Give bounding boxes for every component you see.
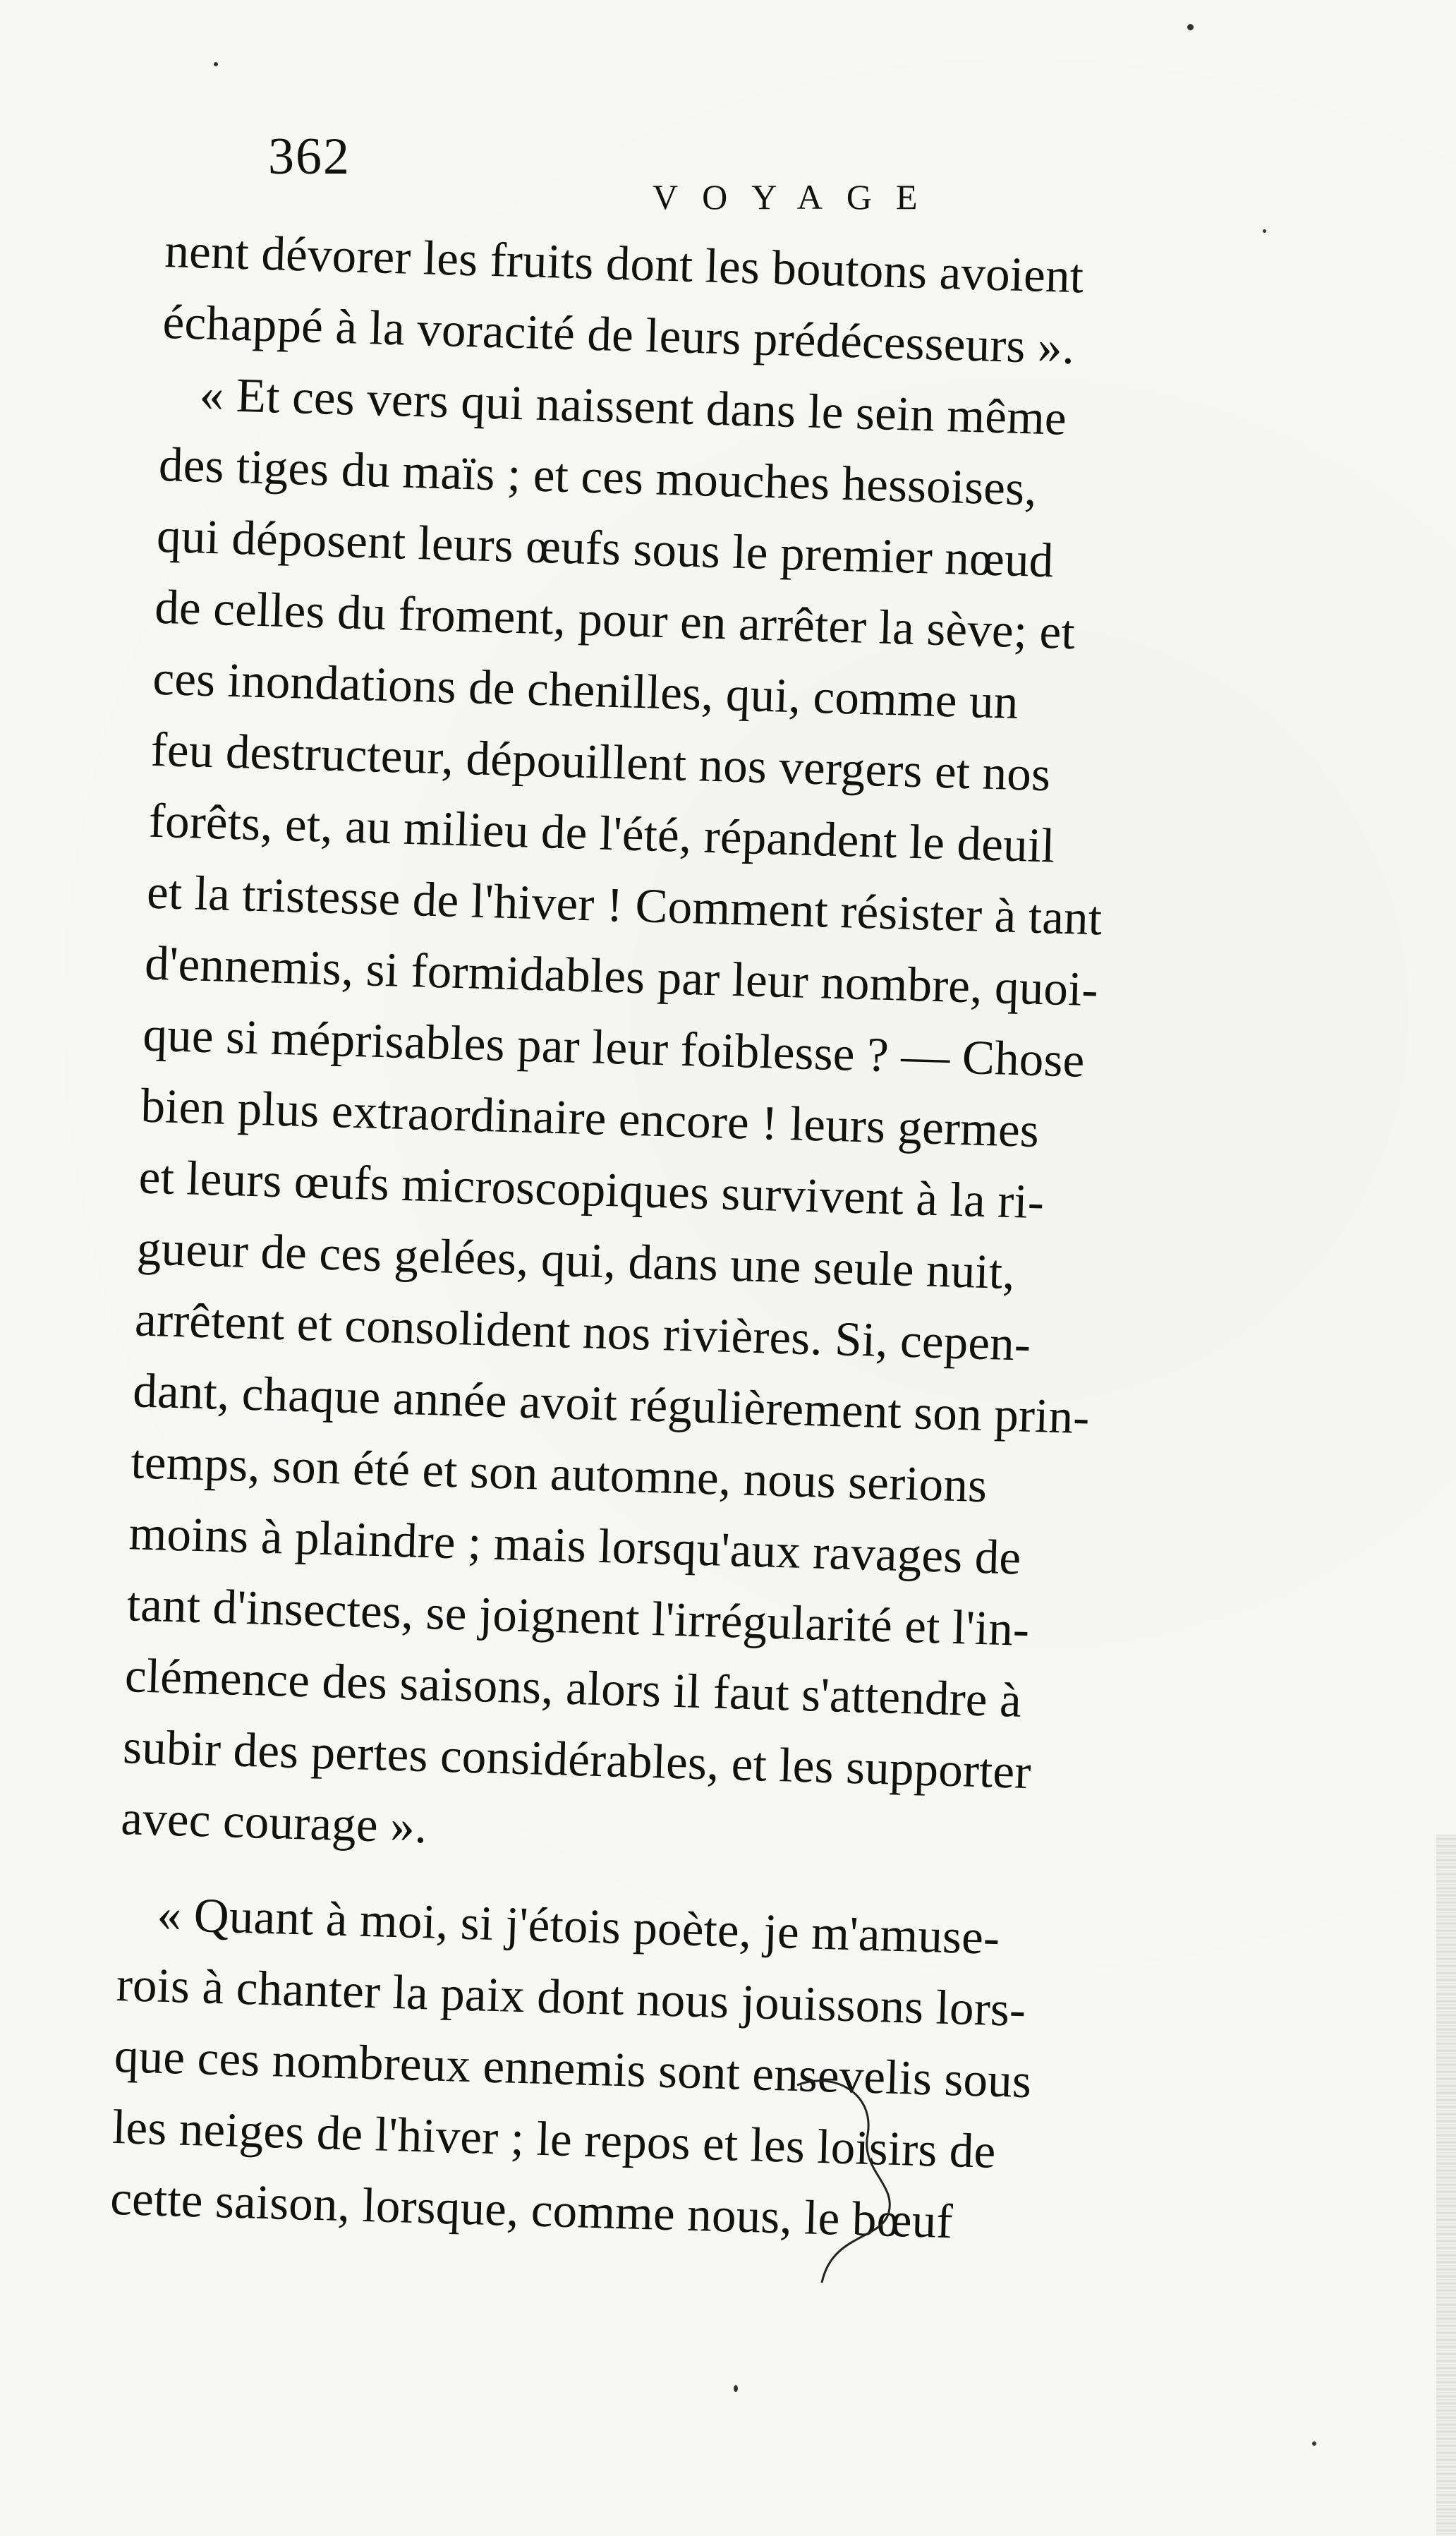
text-line: moins à plaindre ; mais lorsqu'aux ravages de bbox=[128, 1506, 1022, 1585]
text-line: échappé à la voracité de leurs prédécesseurs ». bbox=[162, 294, 1076, 375]
running-head: VOYAGE bbox=[653, 177, 942, 217]
text-line: rois à chanter la paix dont nous jouissons lors- bbox=[115, 1957, 1027, 2037]
text-line: « Quant à moi, si j'étois poète, je m'amuse- bbox=[156, 1887, 1001, 1964]
text-line: cette saison, lorsque, comme nous, le bœuf bbox=[109, 2170, 954, 2249]
page-header bbox=[268, 120, 1361, 219]
text-line: avec courage ». bbox=[120, 1791, 428, 1854]
text-line: les neiges de l'hiver ; le repos et les loisirs de bbox=[111, 2099, 997, 2178]
text-line: et la tristesse de l'hiver ! Comment résister à tant bbox=[146, 864, 1103, 946]
text-line: de celles du froment, pour en arrêter la sève; et bbox=[154, 579, 1076, 660]
text-line: bien plus extraordinaire encore ! leurs germes bbox=[140, 1078, 1041, 1158]
text-line: et leurs œufs microscopiques survivent à la ri- bbox=[138, 1149, 1045, 1229]
text-line: dant, chaque année avoit régulièrement son prin- bbox=[132, 1363, 1091, 1444]
text-line: subir des pertes considérables, et les supporter bbox=[122, 1720, 1032, 1799]
body-text bbox=[109, 215, 1378, 2268]
text-line: tant d'insectes, se joignent l'irrégularité et l'in- bbox=[126, 1577, 1031, 1656]
page-edge-texture bbox=[1436, 1835, 1456, 2536]
text-line: « Et ces vers qui naissent dans le sein même bbox=[198, 367, 1067, 445]
text-line: d'ennemis, si formidables par leur nombre, quoi- bbox=[144, 936, 1099, 1017]
handwritten-bracket-mark bbox=[790, 2071, 903, 2283]
text-line: clémence des saisons, alors il faut s'attendre à bbox=[124, 1648, 1023, 1727]
page-number: 362 bbox=[268, 128, 351, 186]
text-line: feu destructeur, dépouillent nos vergers et nos bbox=[150, 722, 1052, 802]
text-line: qui déposent leurs œufs sous le premier nœud bbox=[156, 508, 1055, 588]
text-line: arrêtent et consolident nos rivières. Si, cepen- bbox=[134, 1292, 1032, 1371]
text-line: forêts, et, au milieu de l'été, répandent le deuil bbox=[147, 793, 1056, 873]
ink-speck bbox=[734, 2385, 738, 2392]
ink-speck bbox=[1187, 24, 1194, 30]
text-line: temps, son été et son automne, nous serions bbox=[130, 1435, 988, 1513]
ink-speck bbox=[214, 62, 218, 66]
text-line: nent dévorer les fruits dont les boutons avoient bbox=[164, 223, 1085, 303]
ink-speck bbox=[1263, 229, 1266, 233]
text-line: gueur de ces gelées, qui, dans une seule nuit, bbox=[136, 1221, 1016, 1300]
ink-speck bbox=[1312, 2441, 1316, 2446]
text-line: que si méprisables par leur foiblesse ? — Chose bbox=[142, 1007, 1086, 1087]
text-line: que ces nombreux ennemis sont ensevelis sous bbox=[114, 2028, 1033, 2108]
text-line: ces inondations de chenilles, qui, comme un bbox=[152, 651, 1019, 729]
text-line: des tiges du maïs ; et ces mouches hessoises, bbox=[158, 437, 1038, 516]
